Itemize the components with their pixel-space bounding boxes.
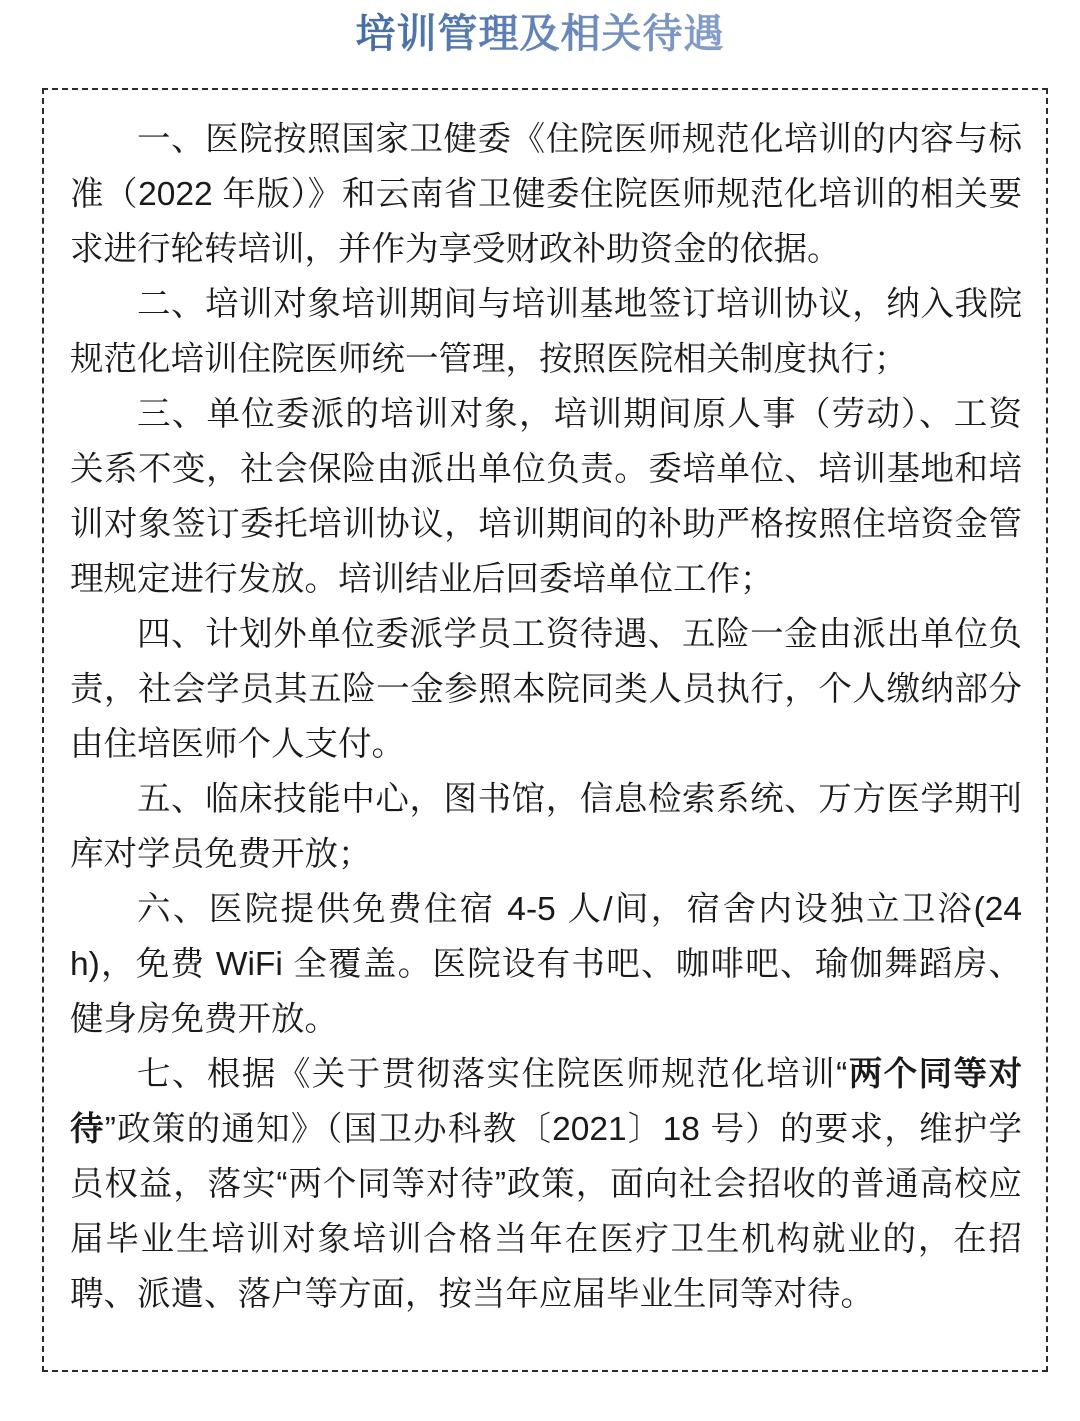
paragraph-4: 四、计划外单位委派学员工资待遇、五险一金由派出单位负责，社会学员其五险一金参照本院同类人员执行，个人缴纳部分由住培医师个人支付。 (70, 616, 1022, 763)
paragraph-1: 一、医院按照国家卫健委《住院医师规范化培训的内容与标准（2022 年版）》和云南省卫健委住院医师规范化培训的相关要求进行轮转培训，并作为享受财政补助资金的依据。 (70, 121, 1022, 268)
paragraph-7: 七、根据《关于贯彻落实住院医师规范化培训“两个同等对待”政策的通知》（国卫办科教〔2021〕18 号）的要求，维护学员权益，落实“两个同等对待”政策，面向社会招收的普通高校应届毕业生培训对象培训合格当年在医疗卫生机构就业的，在招聘、派遣、落户等方面，按当年应届毕业生同等对待。 (70, 1056, 1023, 1313)
paragraph-2: 二、培训对象培训期间与培训基地签订培训协议，纳入我院规范化培训住院医师统一管理，按照医院相关制度执行； (70, 286, 1022, 378)
document-body (70, 112, 1022, 1322)
paragraph-5: 五、临床技能中心，图书馆，信息检索系统、万方医学期刊库对学员免费开放； (70, 781, 1022, 873)
paragraph-3: 三、单位委派的培训对象，培训期间原人事（劳动）、工资关系不变，社会保险由派出单位负责。委培单位、培训基地和培训对象签订委托培训协议，培训期间的补助严格按照住培资金管理规定进行发放。培训结业后回委培单位工作； (70, 396, 1022, 598)
dashed-content-box (42, 88, 1048, 1372)
paragraph-6: 六、医院提供免费住宿 4-5 人/间，宿舍内设独立卫浴(24h)，免费 WiFi 全覆盖。医院设有书吧、咖啡吧、瑜伽舞蹈房、健身房免费开放。 (70, 891, 1022, 1038)
page-title: 培训管理及相关待遇 (0, 8, 1080, 60)
